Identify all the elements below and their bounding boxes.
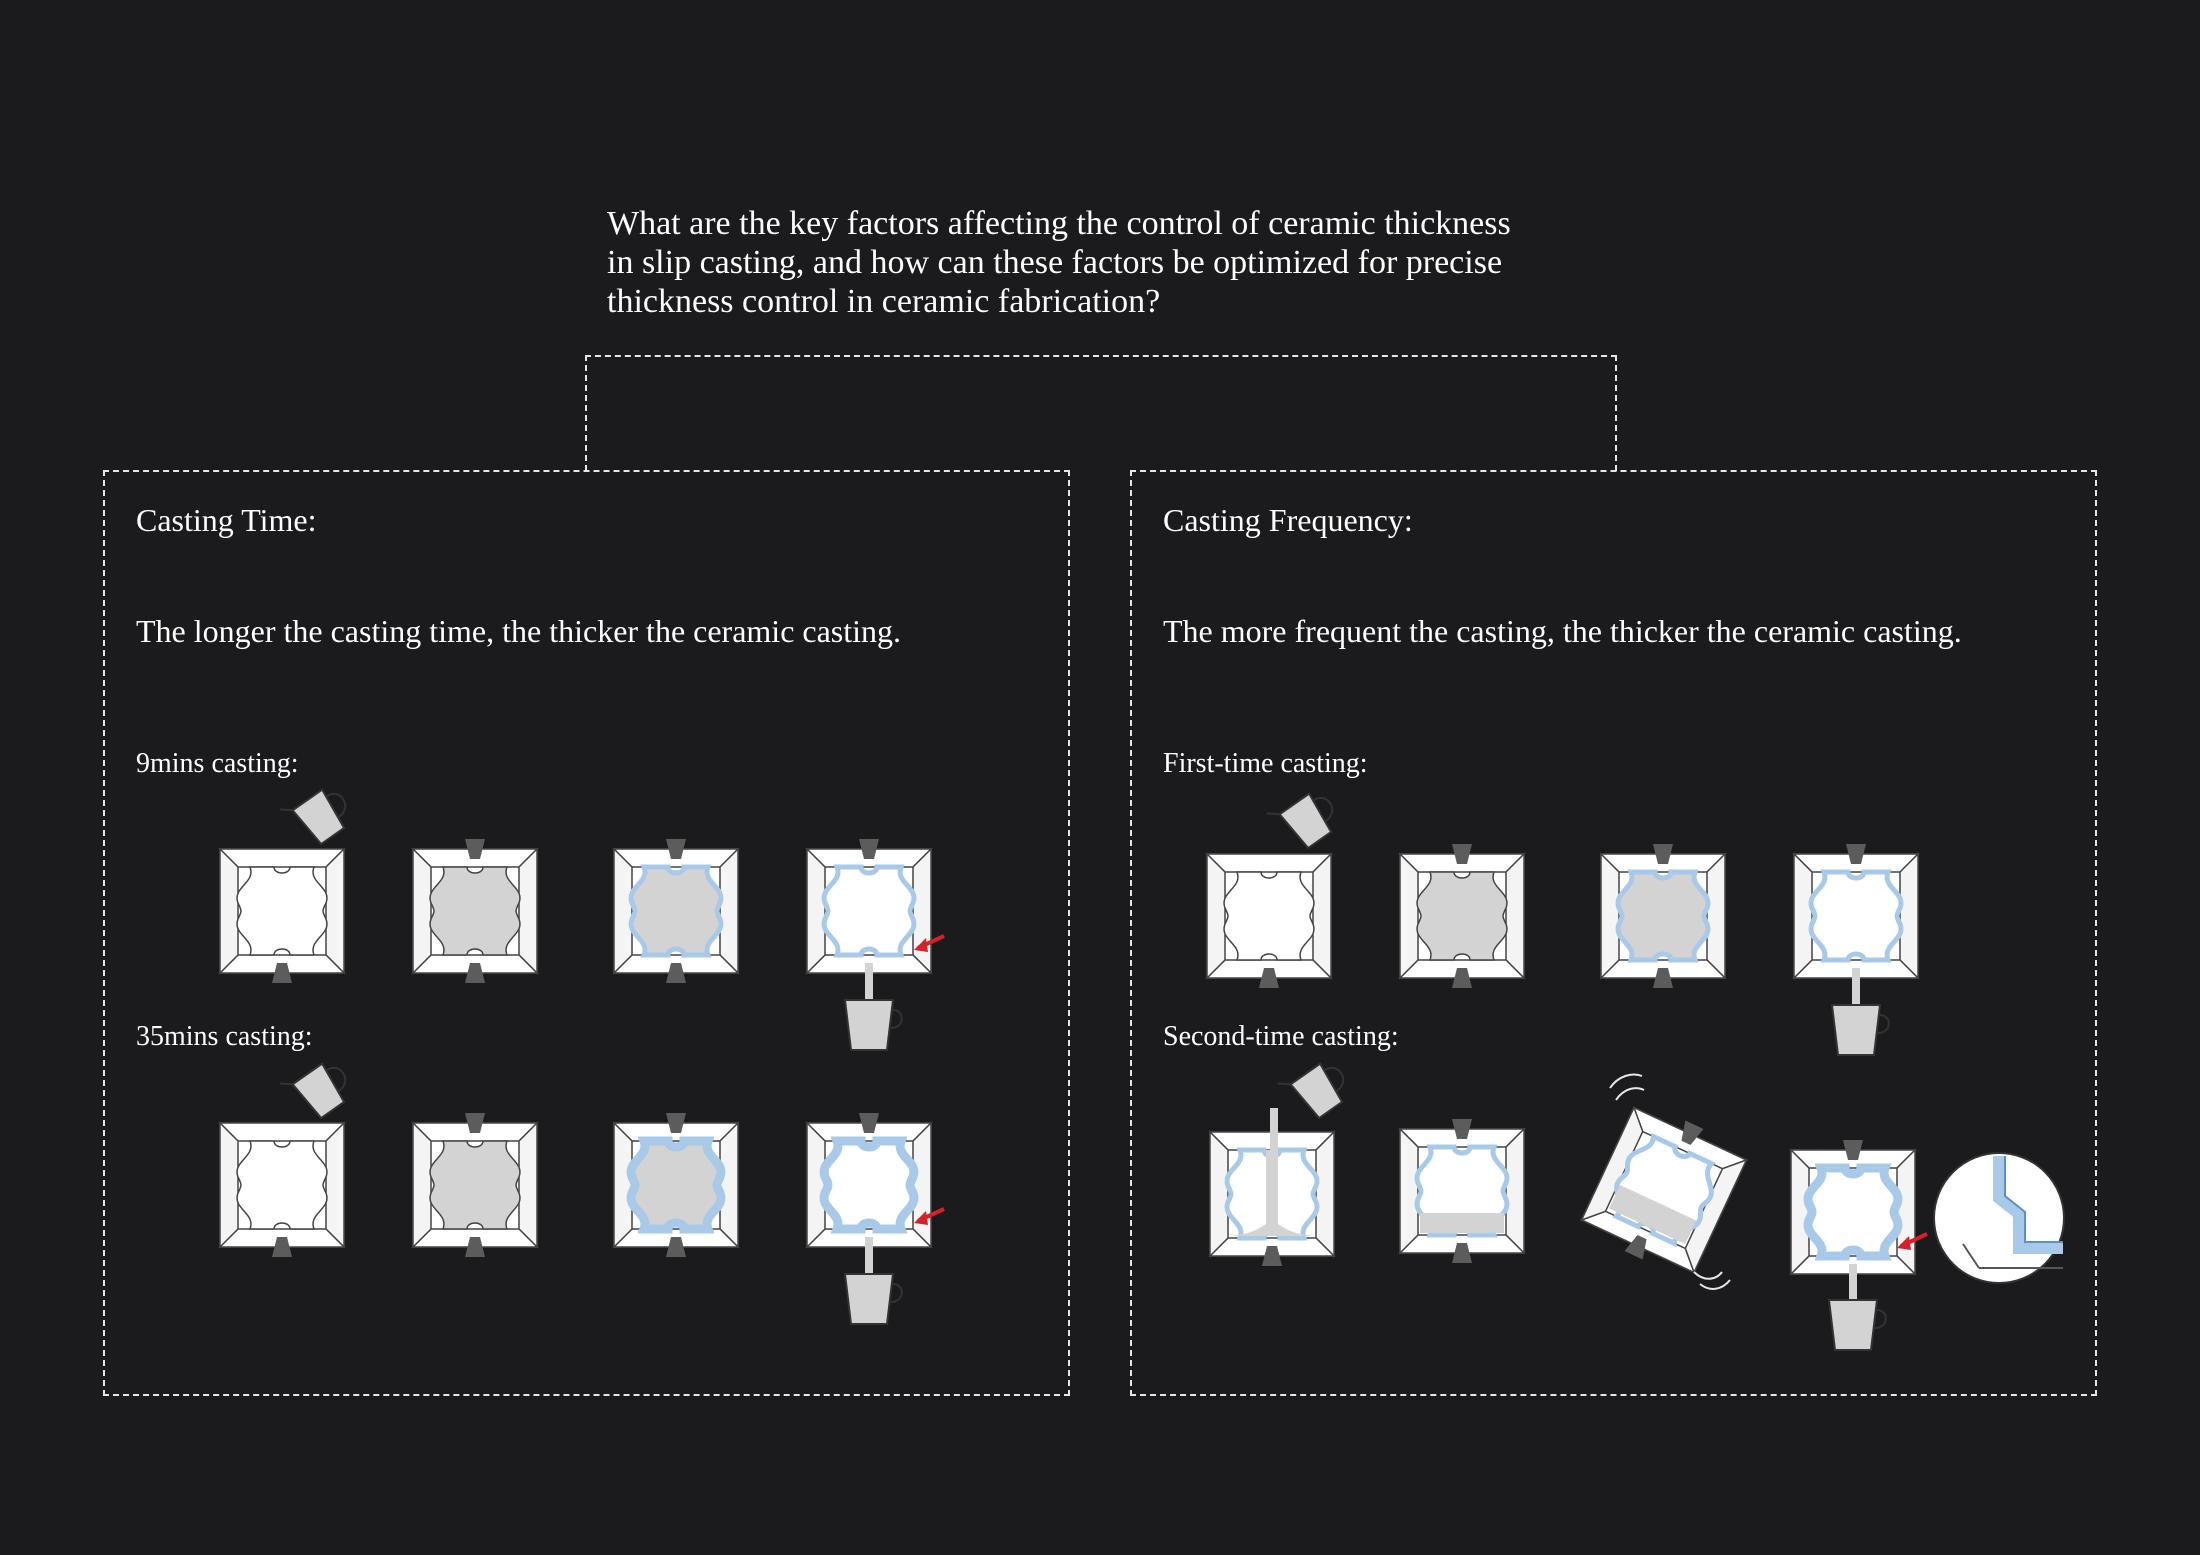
cup-second — [1829, 1300, 1886, 1350]
jug-35min — [280, 1050, 357, 1126]
mold-35min-filled — [413, 1113, 537, 1257]
mold-9min-drained — [807, 839, 931, 1023]
question-line-3: thickness control in ceramic fabrication? — [607, 283, 1161, 320]
casting-frequency-title: Casting Frequency: — [1163, 502, 1413, 538]
jug-second — [1278, 1050, 1355, 1126]
magnified-wall-detail — [1934, 1153, 2064, 1283]
mold-first-filled — [1400, 844, 1524, 988]
mold-9min-empty — [220, 849, 344, 983]
cup-35min — [845, 1274, 902, 1324]
mold-second-drained — [1791, 1140, 1915, 1324]
mold-9min-filled — [413, 839, 537, 983]
mold-first-drained — [1794, 844, 1918, 1028]
casting-frequency-description: The more frequent the casting, the thicker the ceramic casting. — [1163, 613, 1962, 649]
mold-35min-empty — [220, 1123, 344, 1257]
mold-9min-layer — [614, 839, 738, 983]
mold-35min-layer — [614, 1113, 738, 1257]
jug-first — [1267, 780, 1344, 856]
casting-time-title: Casting Time: — [136, 502, 317, 538]
row-label-9mins: 9mins casting: — [136, 748, 299, 779]
mold-second-tilted — [1577, 1099, 1750, 1282]
row-label-35mins: 35mins casting: — [136, 1021, 313, 1052]
pour-stream-second — [1270, 1108, 1278, 1152]
jug-9min — [280, 776, 357, 852]
question-line-1: What are the key factors affecting the control of ceramic thickness — [607, 205, 1511, 242]
shake-motion-top — [1610, 1075, 1644, 1101]
question-line-2: in slip casting, and how can these factors be optimized for precise — [607, 244, 1503, 281]
casting-time-description: The longer the casting time, the thicker the ceramic casting. — [136, 613, 902, 649]
mold-35min-drained — [807, 1113, 931, 1297]
row-label-second-time: Second-time casting: — [1163, 1021, 1399, 1052]
mold-second-partial — [1400, 1119, 1524, 1263]
shake-motion-bottom — [1694, 1272, 1730, 1289]
mold-second-pouring — [1210, 1132, 1334, 1266]
mold-first-empty — [1207, 854, 1331, 988]
mold-first-layer — [1601, 844, 1725, 988]
row-label-first-time: First-time casting: — [1163, 748, 1368, 779]
cup-first — [1832, 1005, 1889, 1055]
cup-9min — [845, 1000, 902, 1050]
